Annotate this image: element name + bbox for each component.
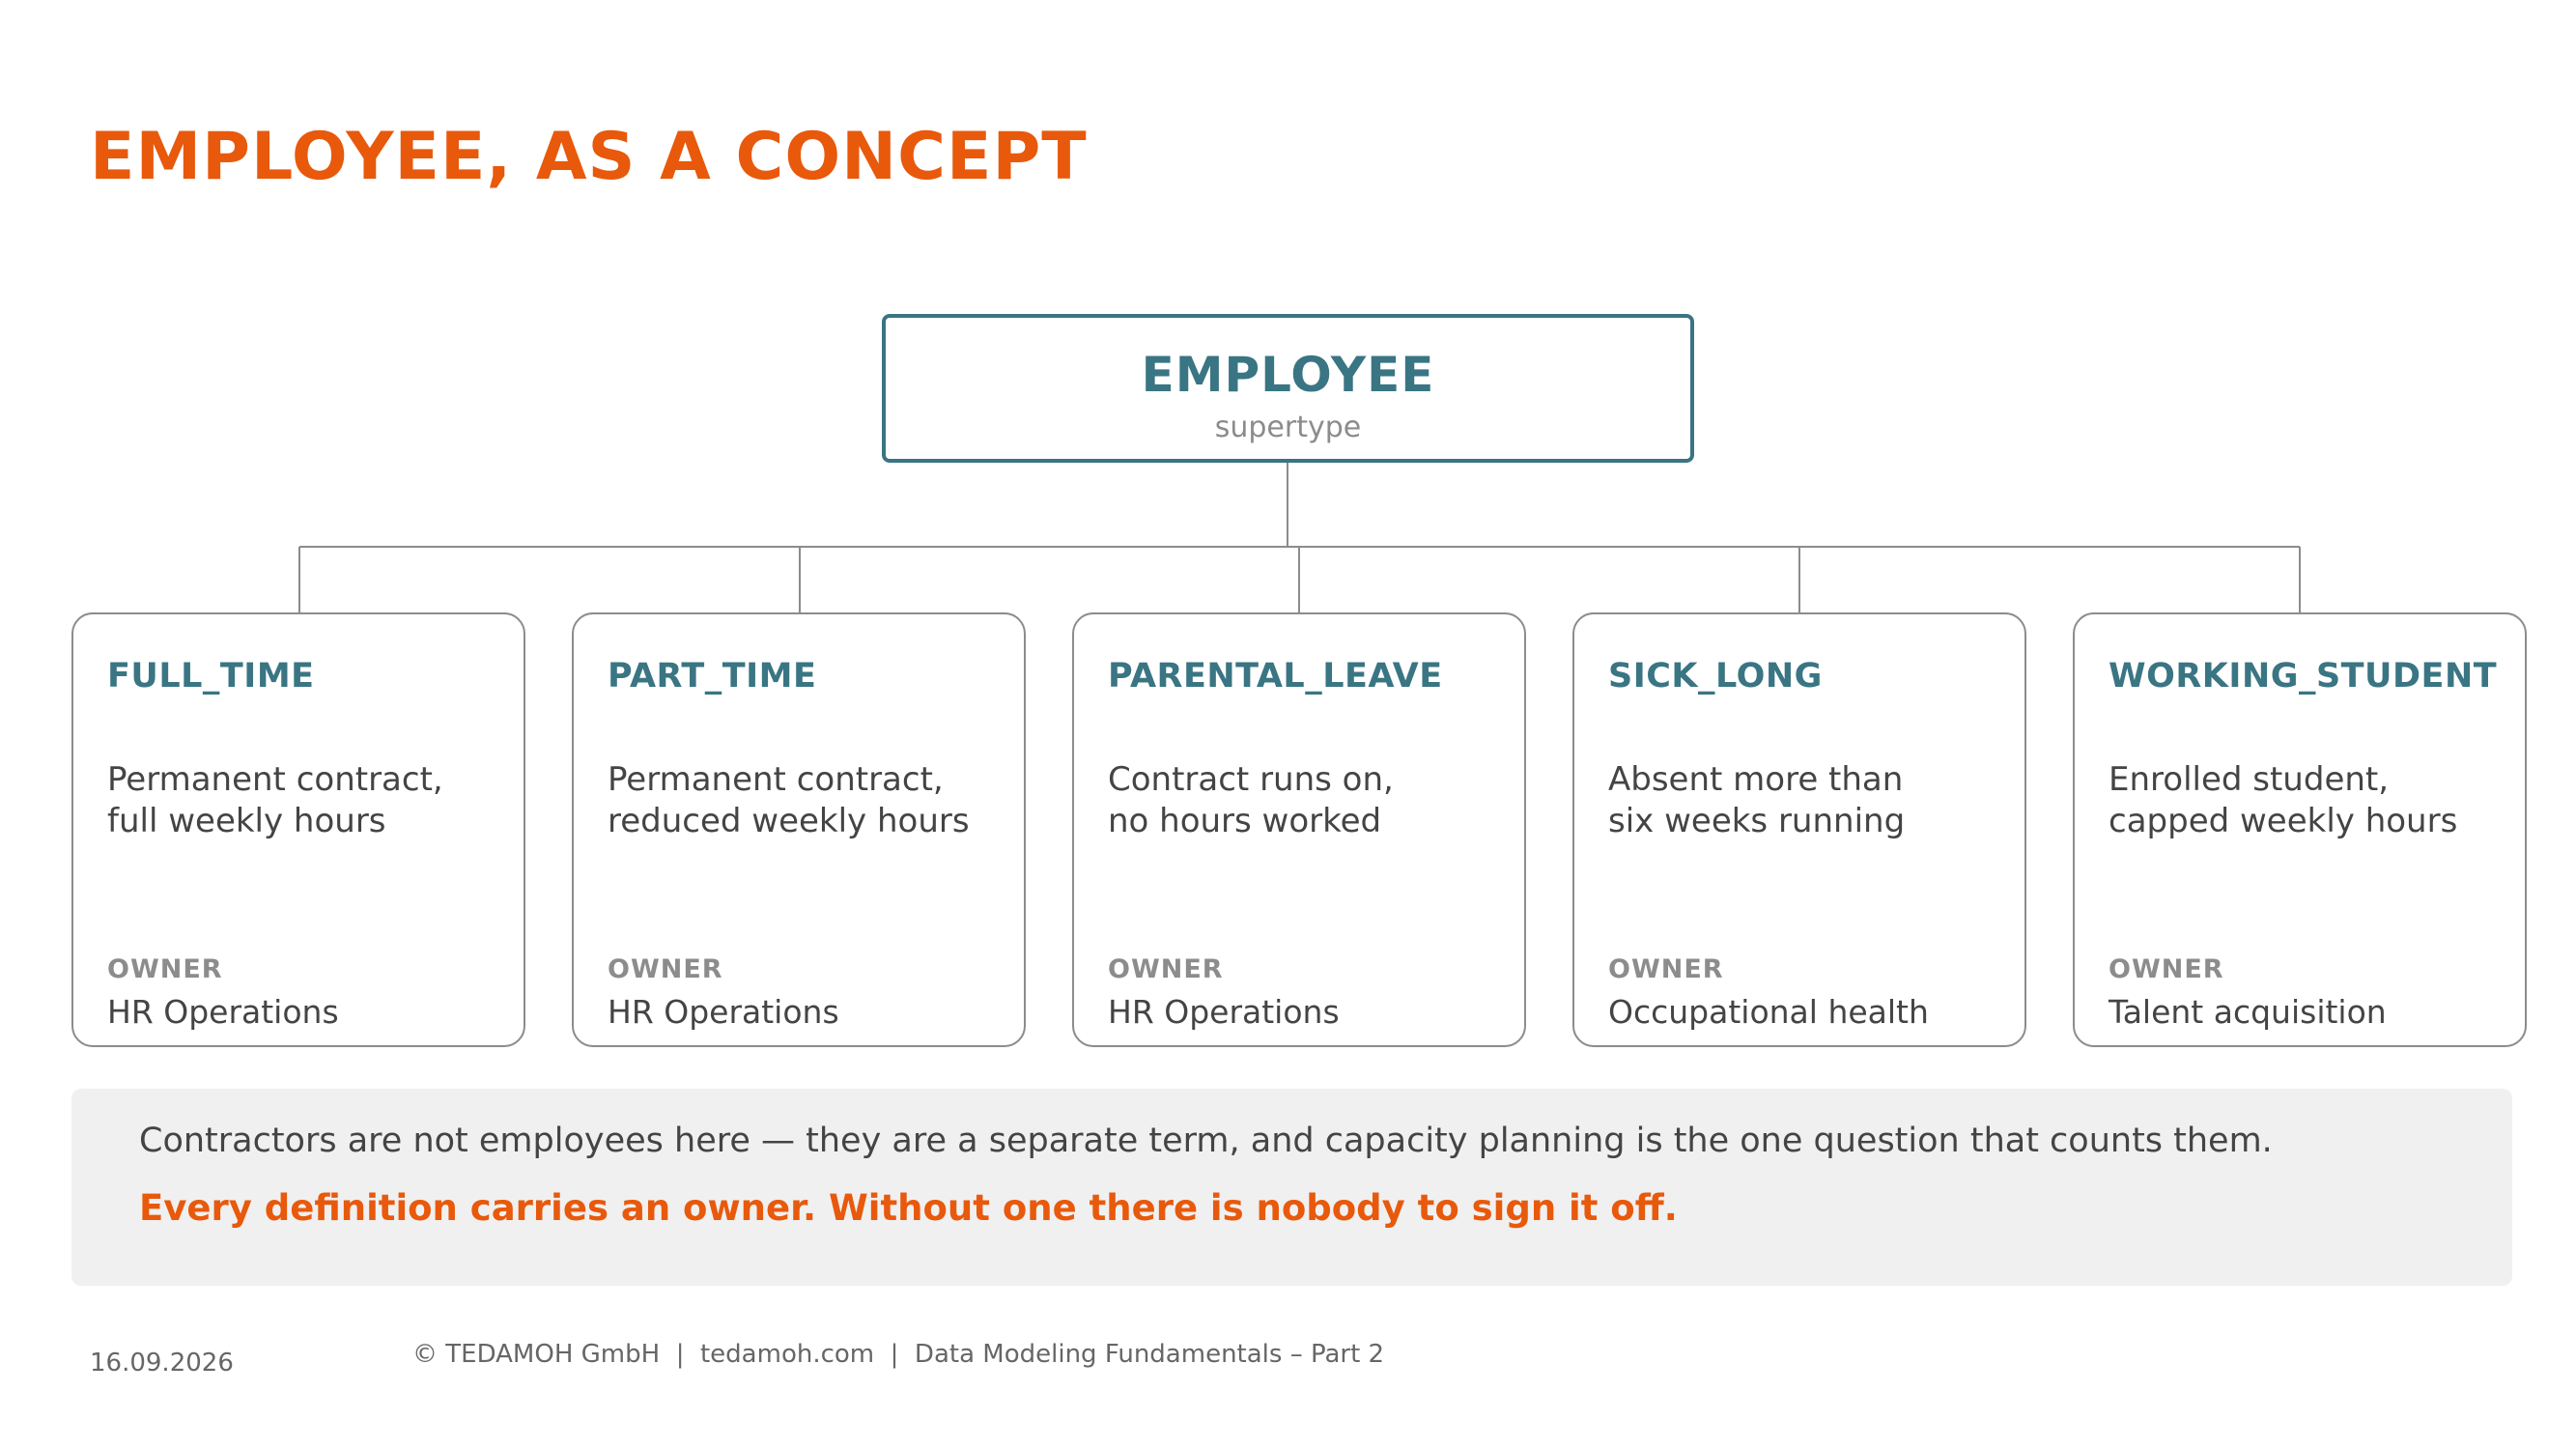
page-title: EMPLOYEE, AS A CONCEPT <box>90 119 1088 195</box>
note-box <box>71 1089 2512 1286</box>
owner-label: OWNER <box>2109 954 2224 984</box>
subtype-card-parental-leave <box>1072 612 1526 1047</box>
owner-value: Talent acquisition <box>2109 993 2387 1031</box>
subtype-name: FULL_TIME <box>107 657 315 696</box>
owner-label: OWNER <box>608 954 723 984</box>
supertype-label: supertype <box>1214 411 1362 444</box>
supertype-box <box>882 314 1694 463</box>
subtype-description: Absent more than six weeks running <box>1608 760 1906 840</box>
owner-value: Occupational health <box>1608 993 1929 1031</box>
subtype-description: Permanent contract, full weekly hours <box>107 760 443 840</box>
owner-value: HR Operations <box>608 993 839 1031</box>
subtype-description: Contract runs on, no hours worked <box>1108 760 1394 840</box>
subtype-description: Enrolled student, capped weekly hours <box>2109 760 2458 840</box>
note-text: Contractors are not employees here — they are a separate term, and capacity planning is the one question that counts them. <box>139 1122 2273 1160</box>
owner-value: HR Operations <box>1108 993 1340 1031</box>
subtype-description: Permanent contract, reduced weekly hours <box>608 760 970 840</box>
subtype-card-full-time <box>71 612 525 1047</box>
subtype-card-part-time <box>572 612 1026 1047</box>
subtype-name: PART_TIME <box>608 657 817 696</box>
note-emphasis: Every definition carries an owner. Without one there is nobody to sign it off. <box>139 1187 1678 1229</box>
subtype-name: PARENTAL_LEAVE <box>1108 657 1443 696</box>
subtype-name: WORKING_STUDENT <box>2109 657 2498 696</box>
footer-copyright: © TEDAMOH GmbH | tedamoh.com | Data Modeling Fundamentals – Part 2 <box>412 1340 1385 1369</box>
supertype-name: EMPLOYEE <box>1141 347 1435 403</box>
subtype-card-sick-long <box>1572 612 2026 1047</box>
owner-label: OWNER <box>1608 954 1724 984</box>
footer-date: 16.09.2026 <box>90 1349 234 1378</box>
owner-value: HR Operations <box>107 993 339 1031</box>
subtype-card-working-student <box>2073 612 2527 1047</box>
owner-label: OWNER <box>1108 954 1224 984</box>
owner-label: OWNER <box>107 954 223 984</box>
subtype-name: SICK_LONG <box>1608 657 1823 696</box>
